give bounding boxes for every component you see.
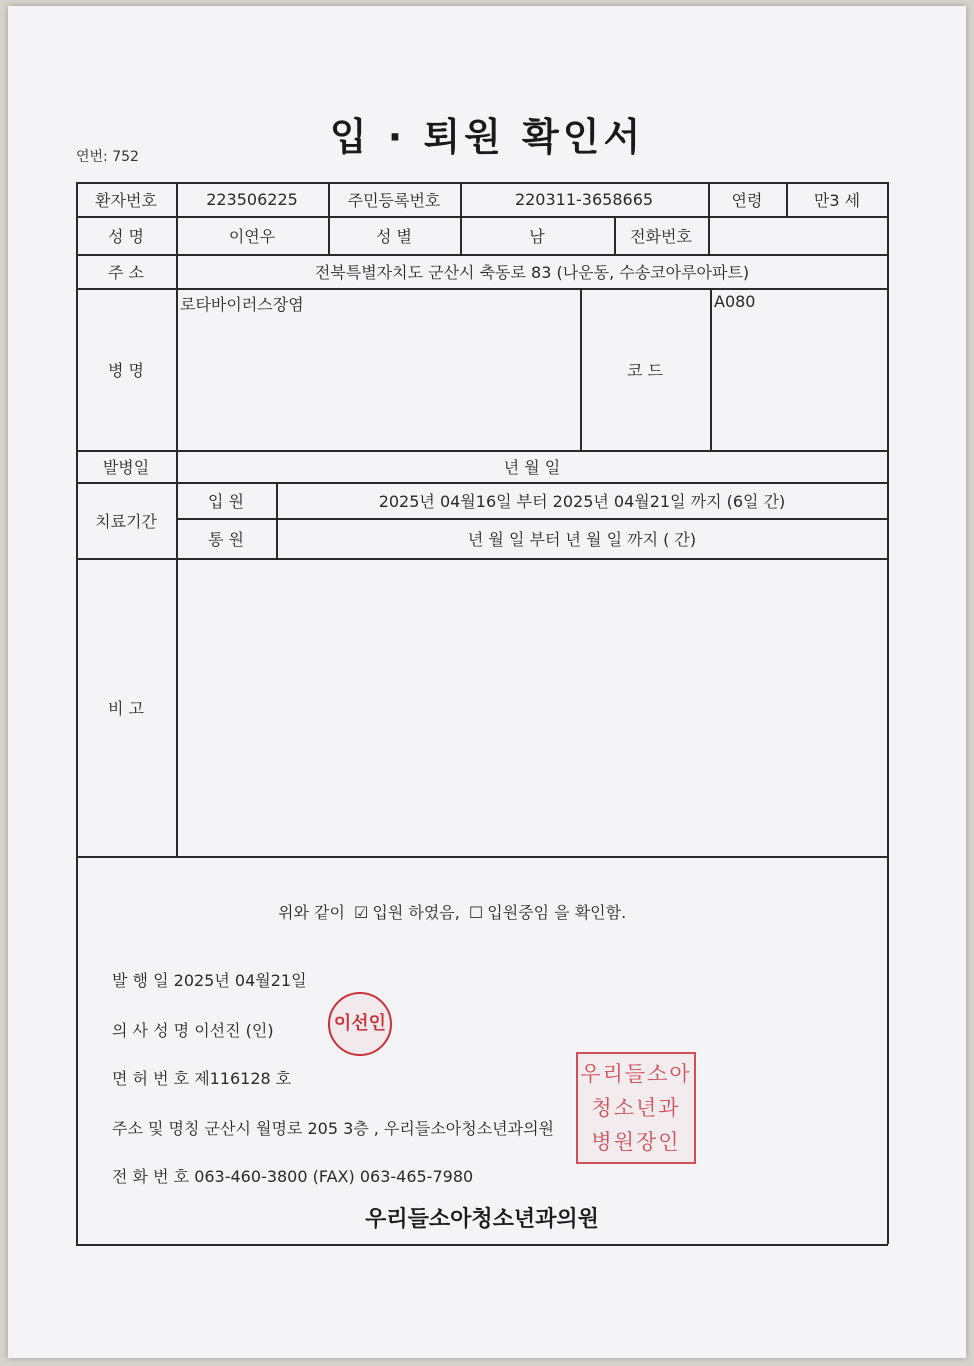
value-code: A080 xyxy=(714,292,756,311)
value-outpatient-period: 년 월 일 부터 년 월 일 까지 ( 간) xyxy=(467,529,697,549)
issuer-phone: 063-460-3800 (FAX) 063-465-7980 xyxy=(194,1167,474,1186)
label-age: 연령 xyxy=(731,190,763,210)
label-resident-no: 주민등록번호 xyxy=(347,190,441,210)
issue-date-line xyxy=(112,968,307,991)
value-disease: 로타바이러스장염 xyxy=(180,295,304,314)
form-table xyxy=(76,182,888,1244)
serial-number: 연번: 752 xyxy=(76,149,139,165)
value-age: 만3 세 xyxy=(813,190,861,210)
admitted-checkbox: ☑ xyxy=(354,903,369,922)
license-label: 면 허 번 호 xyxy=(112,1069,190,1088)
value-resident-no: 220311-3658665 xyxy=(514,189,654,209)
clinic-name: 우리들소아청소년과의원 xyxy=(365,1207,599,1232)
label-phone: 전화번호 xyxy=(630,226,692,246)
clinic-seal-line: 병원장인 xyxy=(591,1130,681,1154)
label-remarks: 비 고 xyxy=(108,698,144,718)
label-name: 성 명 xyxy=(108,226,144,246)
address-line xyxy=(112,1116,554,1139)
value-sex: 남 xyxy=(529,226,545,246)
label-code: 코 드 xyxy=(627,360,663,380)
license-line xyxy=(112,1066,291,1089)
value-onset: 년 월 일 xyxy=(503,457,561,477)
value-address: 전북특별자치도 군산시 축동로 83 (나운동, 수송코아루아파트) xyxy=(314,262,750,282)
admitted-text: 입원 하였음, xyxy=(372,903,460,922)
clinic-seal-stamp xyxy=(576,1052,696,1164)
document-title: 입 · 퇴원 확인서 xyxy=(329,115,645,159)
label-treatment-period: 치료기간 xyxy=(95,511,157,531)
value-remarks xyxy=(176,558,888,856)
inpatient-checkbox: ☐ xyxy=(468,903,484,922)
issuer-address: 군산시 월명로 205 3층 , 우리들소아청소년과의원 xyxy=(204,1119,554,1138)
issue-date-label: 발 행 일 xyxy=(112,971,169,990)
issue-date: 2025년 04월21일 xyxy=(173,971,307,990)
phone-line xyxy=(112,1164,473,1187)
value-admission-period: 2025년 04월16일 부터 2025년 04월21일 까지 (6일 간) xyxy=(378,491,786,511)
issuer-address-label: 주소 및 명칭 xyxy=(112,1119,200,1138)
value-name: 이연우 xyxy=(228,226,276,246)
license-number: 제116128 호 xyxy=(194,1069,292,1088)
doctor-label: 의 사 성 명 xyxy=(112,1021,190,1040)
inpatient-text: 입원중임 을 확인함. xyxy=(487,903,627,922)
confirmation-prefix: 위와 같이 xyxy=(278,903,345,922)
issuer-phone-label: 전 화 번 호 xyxy=(112,1167,190,1186)
document-page xyxy=(8,6,966,1358)
label-onset: 발병일 xyxy=(102,457,150,477)
doctor-line xyxy=(112,1018,274,1041)
label-address: 주 소 xyxy=(108,262,144,282)
confirmation-statement xyxy=(278,900,626,923)
label-sex: 성 별 xyxy=(376,226,412,246)
clinic-seal-line: 우리들소아 xyxy=(580,1062,692,1086)
seal-mark: (인) xyxy=(245,1021,274,1040)
label-patient-no: 환자번호 xyxy=(95,190,157,210)
doctor-name: 이선진 xyxy=(194,1021,241,1040)
doctor-seal-stamp: 이선인 xyxy=(328,992,392,1056)
value-patient-no: 223506225 xyxy=(206,189,298,209)
clinic-seal-line: 청소년과 xyxy=(591,1096,681,1120)
label-outpatient: 통 원 xyxy=(208,529,244,549)
label-admission: 입 원 xyxy=(208,491,244,511)
value-phone xyxy=(708,216,888,254)
label-disease: 병 명 xyxy=(108,360,144,380)
